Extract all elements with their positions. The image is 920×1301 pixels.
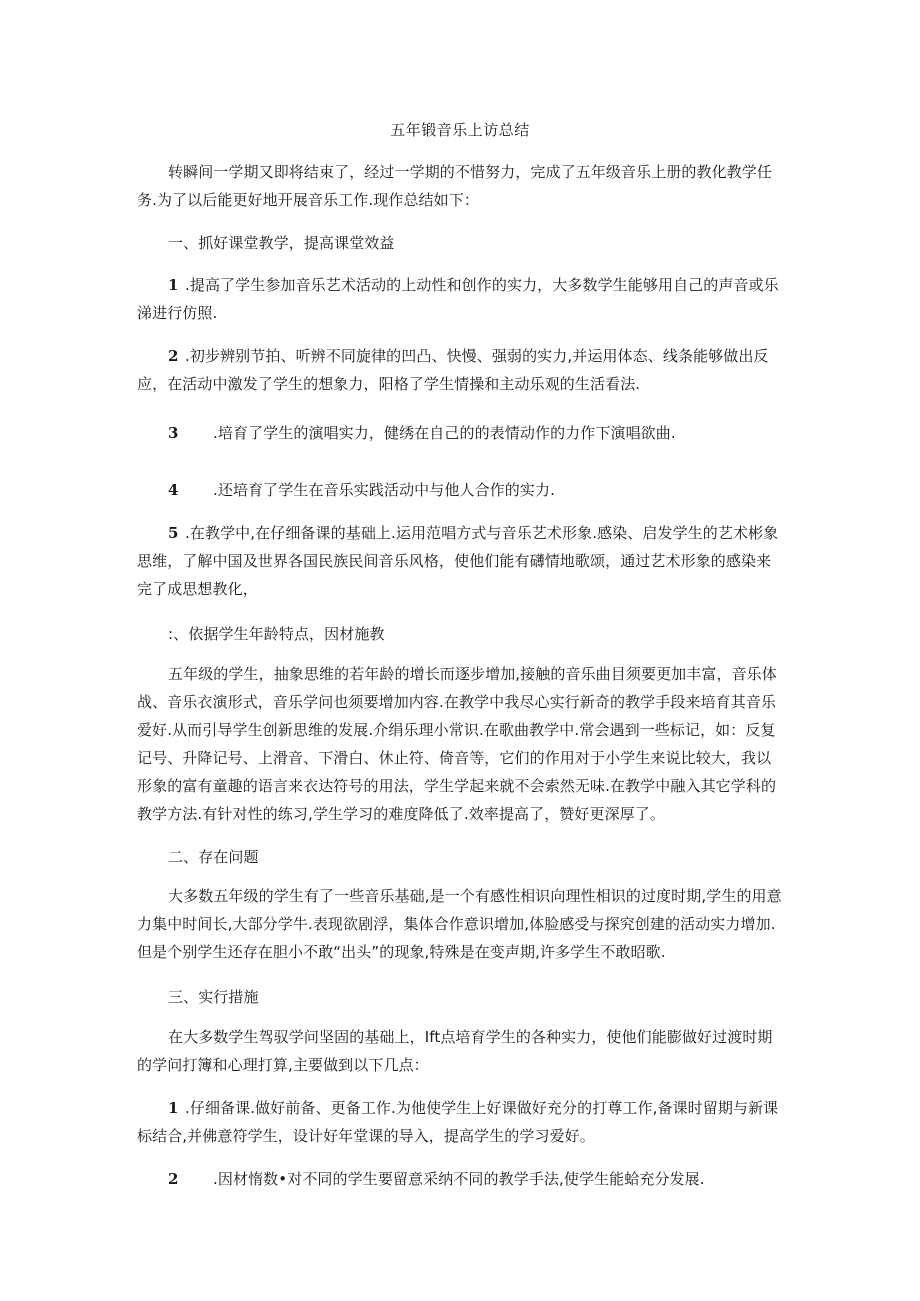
list-item-number: 1 bbox=[168, 1099, 179, 1117]
list-item-number: 2 bbox=[168, 347, 179, 365]
intro-paragraph: 转瞬间一学期又即将结束了，经过一学期的不惜努力，完成了五年级音乐上册的教化教学任务.为了以后能更好地开展音乐工作.现作总结如下： bbox=[137, 163, 773, 209]
section-heading-2: :、依据学生年龄特点，因材施教 bbox=[168, 625, 385, 643]
section-paragraph: 大多数五年级的学生有了一些音乐基础,是一个有感性相识向理性相识的过度时期,学生的用意力集中时间长,大部分学牛.表现欲剧浮，集体合作意识增加,体脸感受与探究创建的活动实力增加.但是个别学生还存在胆小不敢“出头”的现象,特殊是在变声期,许多学生不敢昭歌. bbox=[137, 887, 782, 961]
list-item bbox=[137, 1165, 785, 1193]
document-title: 五年锻音乐上访总结 bbox=[390, 121, 530, 139]
list-item bbox=[137, 476, 785, 504]
list-item-number: 2 bbox=[168, 1170, 179, 1188]
section-paragraph: 五年级的学生，抽象思维的若年龄的增长而逐步增加,接触的音乐曲目须要更加丰富，音乐体战、音乐衣演形式，音乐学问也须要增加内容.在教学中我尽心实行新奇的教学手段来培育其音乐爱好.从而引导学生创新思维的发展.介绢乐理小常识.在歌曲教学中.常会遇到一些标记，如：反复记号、升降记号、上滑音、下滑白、休止符、倚音等，它们的作用对于小学生来说比较大，我以形象的富有童趣的语言来衣达符号的用法，学生学起来就不会索然无味.在教学中融入其它学科的教学方法.有针对性的练习,学生学习的难度降低了.效率提高了，赞好更深厚了。 bbox=[137, 665, 777, 823]
list-item bbox=[137, 419, 785, 447]
list-item-text: .初步辨别节拍、听辨不同旋律的凹凸、快慢、强弱的实力,并运用体态、线条能够做出反应，在活动中激发了学生的想象力，阳格了学生情操和主动乐观的生活看法. bbox=[137, 347, 769, 393]
section-heading-4: 三、实行措施 bbox=[168, 988, 259, 1006]
list-item-text: .仔细备课.做好前备、更备工作.为他使学生上好课做好充分的打尊工作,备课时留期与新课标结合,并佛意符学生，设计好年堂课的导入，提高学生的学习爱好。 bbox=[137, 1099, 779, 1145]
section-paragraph: 在大多数学生驾驭学问坚固的基础上，Ift点培育学生的各种实力，使他们能膨做好过渡时期的学问打簿和心理打算,主要做到以下几点： bbox=[137, 1028, 773, 1074]
list-item-number: 1 bbox=[168, 276, 179, 294]
list-item-text: .培育了学生的演唱实力，健绣在自己的的表情动作的力作下演唱欲曲. bbox=[213, 424, 676, 442]
list-item-text: .还培育了学生在音乐实践活动中与他人合作的实力. bbox=[213, 481, 555, 499]
list-item bbox=[137, 342, 785, 398]
list-item-number: 5 bbox=[168, 524, 179, 542]
list-item-number: 3 bbox=[168, 424, 179, 442]
list-item bbox=[137, 271, 785, 327]
section-heading-3: 二、存在问题 bbox=[168, 848, 259, 866]
list-item-number: 4 bbox=[168, 481, 179, 499]
list-item-text: .提高了学生参加音乐艺术活动的上动性和创作的实力，大多数学生能够用自己的声音或乐涕进行仿照. bbox=[137, 276, 779, 322]
list-item-text: .在教学中,在仔细备课的基础上.运用范唱方式与音乐艺术形象.感染、启发学生的艺术彬象思维，了解中国及世界各国民族民间音乐风格，使他们能有礴情地歌颂，通过艺术形象的感染来完了成思想教化， bbox=[137, 524, 779, 598]
list-item bbox=[137, 1094, 785, 1150]
list-item-text: .因材惰数•对不同的学生要留意采纳不同的教学手法,使学生能蛤充分发展. bbox=[213, 1170, 705, 1188]
section-heading-1: 一、抓好课堂教学，提高课堂效益 bbox=[168, 234, 395, 252]
list-item bbox=[137, 519, 785, 603]
